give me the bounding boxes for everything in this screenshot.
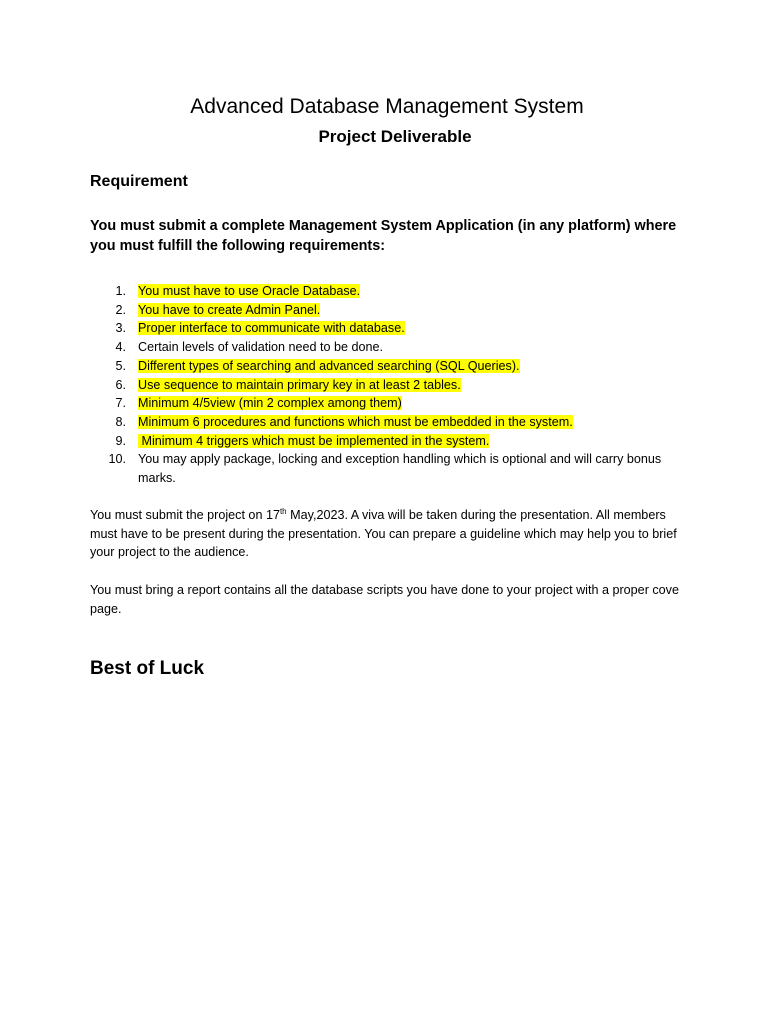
requirement-text: You have to create Admin Panel. bbox=[138, 302, 321, 317]
requirement-item bbox=[90, 357, 680, 376]
requirement-number: 9. bbox=[115, 433, 126, 448]
requirement-text: Proper interface to communicate with database. bbox=[138, 321, 405, 336]
submission-paragraph bbox=[90, 506, 680, 562]
requirement-item bbox=[90, 282, 680, 301]
closing-text: Best of Luck bbox=[90, 658, 205, 679]
document-title-text: Advanced Database Management System bbox=[190, 95, 584, 118]
requirement-item bbox=[90, 376, 680, 395]
requirement-number: 7. bbox=[115, 396, 126, 411]
submission-text-start: You must submit the project on 17 bbox=[90, 508, 280, 522]
requirement-number: 1. bbox=[115, 284, 126, 298]
requirement-item bbox=[90, 319, 680, 338]
intro-paragraph: You must submit a complete Management System Application (in any platform) where you must fulfill the following requirements: bbox=[90, 218, 677, 254]
requirement-text: You may apply package, locking and exception handling which is optional and will carry bonus marks. bbox=[138, 452, 662, 486]
requirement-text: Minimum 4 triggers which must be implemented in the system. bbox=[138, 433, 490, 448]
submission-text-end: May,2023. A viva will be taken during the presentation. All members must have to be present during the presentation. You can prepare a guideline which may help you to brief your project to the audience. bbox=[90, 508, 677, 560]
requirement-number: 10. bbox=[108, 452, 126, 467]
requirements-list bbox=[90, 282, 680, 488]
requirement-number: 3. bbox=[115, 321, 126, 336]
requirement-text: Different types of searching and advanced searching (SQL Queries). bbox=[138, 358, 520, 373]
requirement-number: 4. bbox=[115, 340, 126, 355]
requirement-text: Certain levels of validation need to be done. bbox=[138, 340, 384, 355]
requirement-item bbox=[90, 301, 680, 320]
date-ordinal-suffix: th bbox=[279, 506, 287, 516]
requirement-number: 6. bbox=[115, 377, 126, 392]
requirement-text: Minimum 6 procedures and functions which must be embedded in the system. bbox=[138, 414, 573, 429]
requirement-number: 2. bbox=[115, 302, 126, 317]
document-subtitle-text: Project Deliverable bbox=[318, 127, 472, 146]
requirement-item bbox=[90, 413, 680, 432]
requirement-heading: Requirement bbox=[90, 173, 188, 190]
requirement-number: 5. bbox=[115, 358, 126, 373]
requirement-text: Use sequence to maintain primary key in at least 2 tables. bbox=[138, 377, 461, 392]
requirement-item bbox=[90, 338, 680, 357]
requirement-item bbox=[90, 450, 680, 487]
requirement-item bbox=[90, 394, 680, 413]
requirement-text: You must have to use Oracle Database. bbox=[138, 284, 361, 298]
document-subtitle bbox=[0, 126, 768, 148]
report-paragraph: You must bring a report contains all the database scripts you have done to your project with a proper cove page. bbox=[90, 583, 679, 616]
requirement-text: Minimum 4/5view (min 2 complex among them) bbox=[138, 396, 402, 411]
requirement-number: 8. bbox=[115, 414, 126, 429]
document-title bbox=[0, 94, 768, 120]
requirement-item bbox=[90, 432, 680, 451]
